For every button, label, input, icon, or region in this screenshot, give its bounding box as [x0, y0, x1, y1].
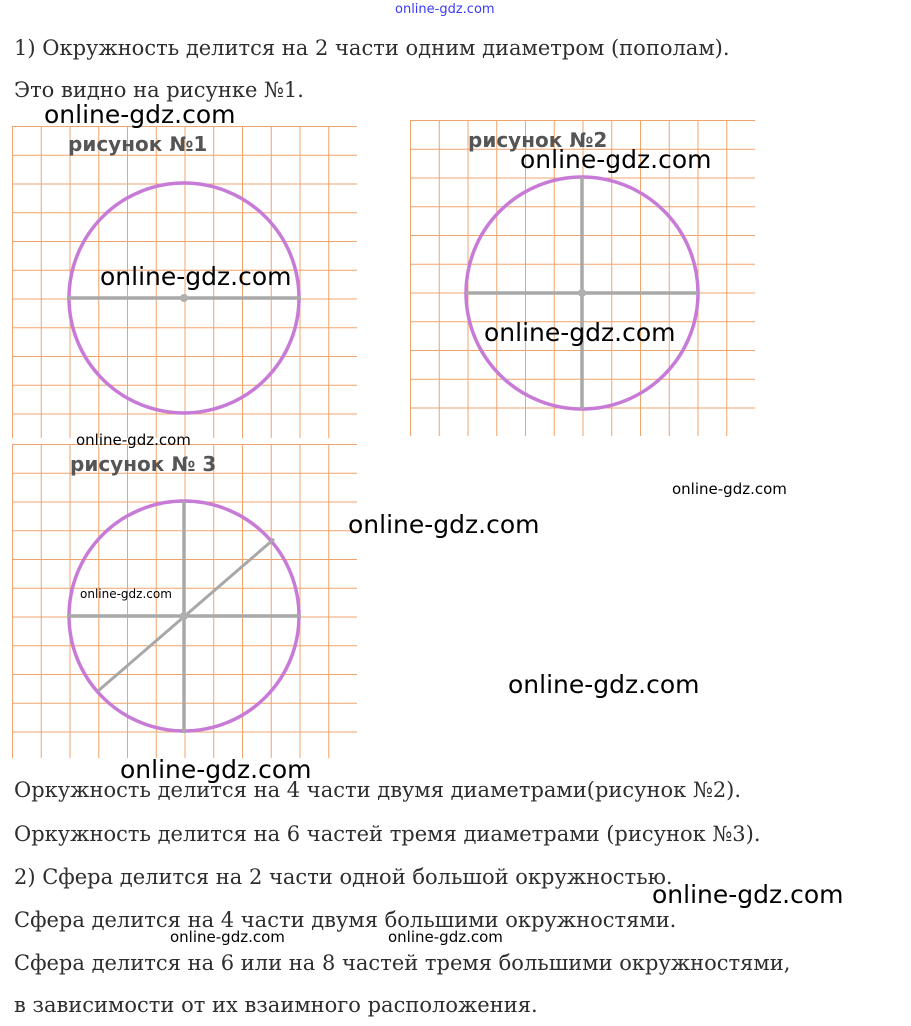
- figure-2-title: рисунок №2: [468, 128, 608, 152]
- watermark: online-gdz.com: [120, 755, 312, 784]
- figure-3-drawing: [12, 444, 357, 758]
- watermark: online-gdz.com: [672, 480, 787, 498]
- text-line-6: Сфера делится на 4 части двумя большими окружностями.: [14, 908, 677, 932]
- text-line-8: в зависимости от их взаимного расположения.: [14, 993, 538, 1017]
- text-line-3: Оркужность делится на 4 части двумя диаметрами(рисунок №2).: [14, 778, 742, 802]
- figure-2-center-point: [578, 289, 586, 297]
- text-line-2: Это видно на рисунке №1.: [14, 78, 304, 102]
- watermark: online-gdz.com: [348, 510, 540, 539]
- figure-3-center-point: [180, 612, 188, 620]
- figure-1-center-point: [180, 294, 188, 302]
- watermark: online-gdz.com: [652, 880, 844, 909]
- watermark: online-gdz.com: [484, 318, 676, 347]
- text-line-1: 1) Окружность делится на 2 части одним диаметром (пополам).: [14, 36, 730, 60]
- watermark: online-gdz.com: [100, 262, 292, 291]
- text-line-7: Сфера делится на 6 или на 8 частей тремя большими окружностями,: [14, 951, 791, 975]
- watermark: online-gdz.com: [170, 928, 285, 946]
- text-line-5: 2) Сфера делится на 2 части одной большой окружностью.: [14, 865, 673, 889]
- watermark: online-gdz.com: [76, 431, 191, 449]
- watermark: online-gdz.com: [388, 928, 503, 946]
- watermark: online-gdz.com: [80, 587, 172, 601]
- figure-3-title: рисунок № 3: [70, 452, 217, 476]
- site-watermark: online-gdz.com: [395, 2, 495, 17]
- text-line-4: Оркужность делится на 6 частей тремя диаметрами (рисунок №3).: [14, 822, 761, 846]
- figure-1-title: рисунок №1: [68, 132, 208, 156]
- watermark: online-gdz.com: [44, 100, 236, 129]
- figure-3: [12, 444, 357, 758]
- watermark: online-gdz.com: [508, 670, 700, 699]
- watermark: online-gdz.com: [520, 145, 712, 174]
